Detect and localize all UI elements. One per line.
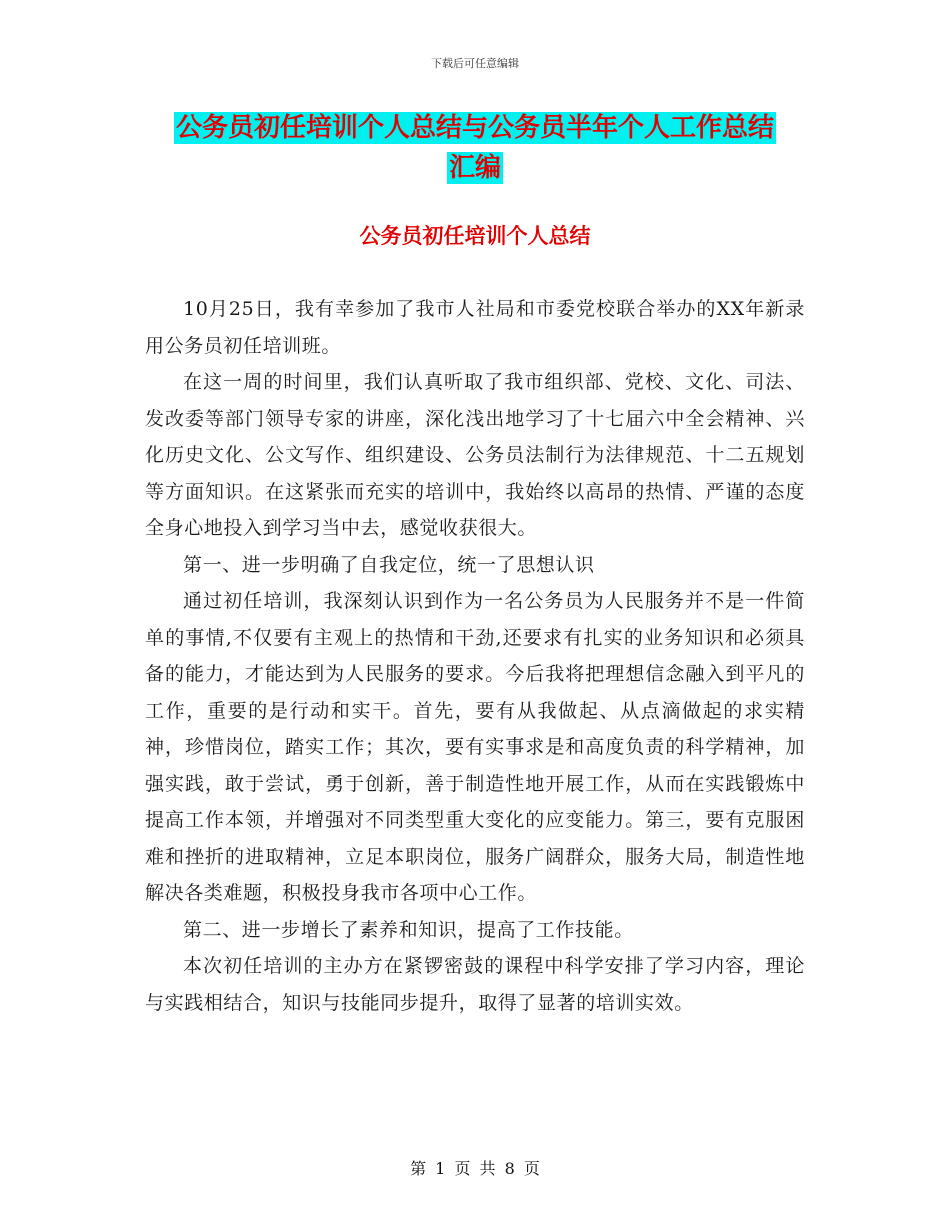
paragraph: 在这一周的时间里，我们认真听取了我市组织部、党校、文化、司法、发改委等部门领导专家的讲座，深化浅出地学习了十七届六中全会精神、兴化历史文化、公文写作、组织建设、公务员法制行为法律规范、十二五规划等方面知识。在这紧张而充实的培训中，我始终以高昂的热情、严谨的态度全身心地投入到学习当中去，感觉收获很大。 [145,371,805,539]
paragraph: 通过初任培训，我深刻认识到作为一名公务员为人民服务并不是一件简单的事情,不仅要有主观上的热情和干劲,还要求有扎实的业务知识和必须具备的能力，才能达到为人民服务的要求。今后我将把理想信念融入到平凡的工作，重要的是行动和实干。首先，要有从我做起、从点滴做起的求实精神，珍惜岗位，踏实工作；其次，要有实事求是和高度负责的科学精神，加强实践，敢于尝试，勇于创新，善于制造性地开展工作，从而在实践锻炼中提高工作本领，并增强对不同类型重大变化的应变能力。第三，要有克服困难和挫折的进取精神，立足本职岗位，服务广阔群众，服务大局，制造性地解决各类难题，积极投身我市各项中心工作。 [145,590,805,904]
page-footer: 第 1 页 共 8 页 [410,1159,540,1178]
body-text [145,291,805,1021]
document-title-line-1: 公务员初任培训个人总结与公务员半年个人工作总结 [175,113,774,143]
paragraph: 10月25日，我有幸参加了我市人社局和市委党校联合举办的XX年新录用公务员初任培训班。 [145,298,805,357]
paragraph-heading: 第一、进一步明确了自我定位，统一了思想认识 [183,553,595,576]
document-title-line-2: 汇编 [448,153,501,183]
header-note: 下载后可任意编辑 [431,57,519,70]
paragraph-heading: 第二、进一步增长了素养和知识，提高了工作技能。 [183,918,634,941]
section-title: 公务员初任培训个人总结 [359,224,591,248]
paragraph: 本次初任培训的主办方在紧锣密鼓的课程中科学安排了学习内容，理论与实践相结合，知识与技能同步提升，取得了显著的培训实效。 [145,955,805,1014]
document-title [145,108,805,188]
